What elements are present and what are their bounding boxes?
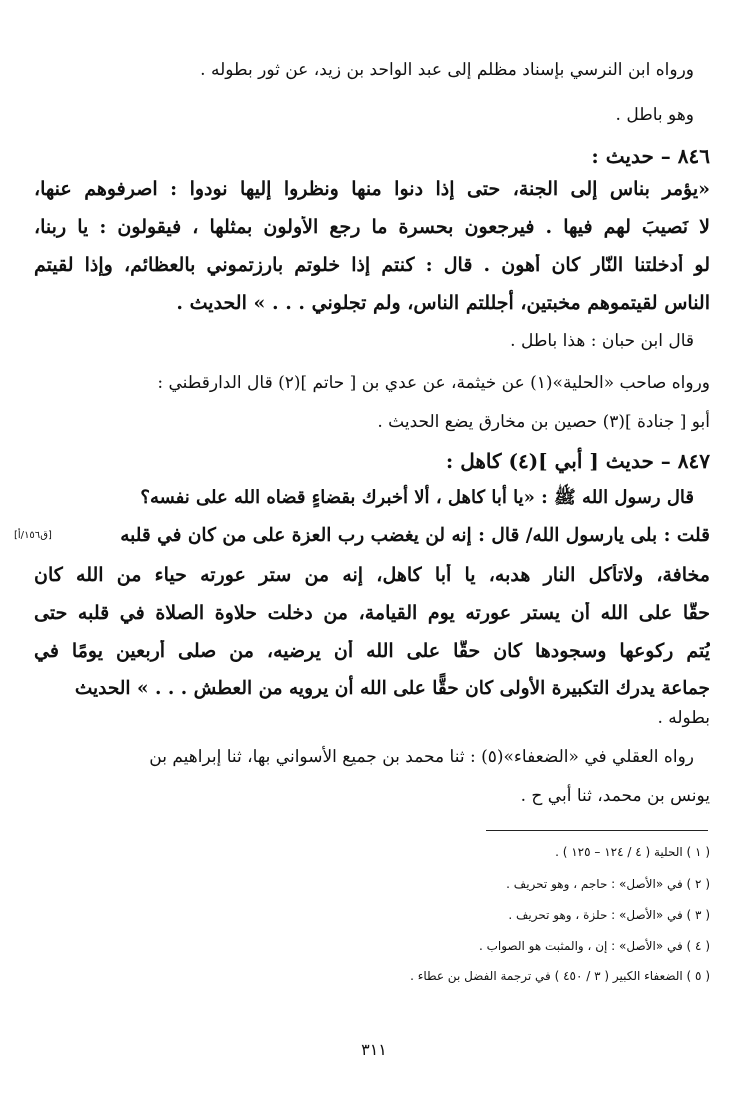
hadith-heading-846: ٨٤٦ – حديث : xyxy=(591,144,710,168)
footnote-2: ( ٢ ) في «الأصل» : حاجم ، وهو تحريف . xyxy=(506,877,710,891)
body-line: رواه العقلي في «الضعفاء»(٥) : ثنا محمد بن جميع الأسواني بها، ثنا إبراهيم بن xyxy=(149,747,694,767)
footnote-4: ( ٤ ) في «الأصل» : إن ، والمثبت هو الصواب . xyxy=(478,939,710,953)
hadith-text-line: يُتم ركوعها وسجودها كان حقًّا على الله أن يرضيه، من صلى أربعين يومًا في xyxy=(34,640,710,662)
body-line: أبو [ جنادة ](٣) حصين بن مخارق يضع الحديث . xyxy=(377,412,710,432)
hadith-text-line: الناس لقيتموهم مخبتين، أجللتم الناس، ولم تجلوني . . . » الحديث . xyxy=(176,292,710,314)
hadith-text-line: «يؤمر بناس إلى الجنة، حتى إذا دنوا منها ونظروا إليها نودوا : اصرفوهم عنها، xyxy=(34,178,710,200)
body-line: ورواه صاحب «الحلية»(١) عن خيثمة، عن عدي بن [ حاتم ](٢) قال الدارقطني : xyxy=(157,373,710,393)
body-line: قال ابن حبان : هذا باطل . xyxy=(510,331,694,351)
footnote-3: ( ٣ ) في «الأصل» : حلزة ، وهو تحريف . xyxy=(508,908,710,922)
manuscript-folio-reference: [ق١٥٦/أ] xyxy=(14,530,52,541)
hadith-heading-847: ٨٤٧ – حديث [ أبي ](٤) كاهل : xyxy=(445,449,710,473)
body-line: وهو باطل . xyxy=(615,105,694,125)
footnote-separator xyxy=(486,830,708,831)
footnote-5: ( ٥ ) الضعفاء الكبير ( ٣ / ٤٥٠ ) في ترجمة الفضل بن عطاء . xyxy=(410,969,710,983)
hadith-text-line: جماعة يدرك التكبيرة الأولى كان حقًّا على الله أن يرويه من العطش . . . » الحديث xyxy=(74,678,710,699)
page-number: ٣١١ xyxy=(361,1040,387,1059)
body-line: يونس بن محمد، ثنا أبي ح . xyxy=(520,786,710,806)
hadith-text-line: مخافة، ولاتأكل النار هدبه، يا أبا كاهل، إنه من ستر عورته حياء من الله كان xyxy=(34,564,710,586)
body-line: بطوله . xyxy=(657,708,710,728)
footnote-1: ( ١ ) الحلية ( ٤ / ١٢٤ – ١٢٥ ) . xyxy=(555,845,710,859)
hadith-text-line: قلت : بلى يارسول الله/ قال : إنه لن يغضب رب العزة على من كان في قلبه xyxy=(120,525,710,546)
hadith-text-line: لا نَصيبَ لهم فيها . فيرجعون بحسرة ما رجع الأولون بمثلها ، فيقولون : يا ربنا، xyxy=(34,216,710,238)
hadith-text-line: لو أدخلتنا النّار كان أهون . قال : كنتم إذا خلوتم بارزتموني بالعظائم، وإذا لقيتم xyxy=(34,254,710,276)
hadith-text-line: حقًّا على الله أن يستر عورته يوم القيامة، من دخلت حلاوة الصلاة في قلبه حتى xyxy=(34,602,710,624)
hadith-text-line: قال رسول الله ﷺ : «يا أبا كاهل ، ألا أخبرك بقضاءٍ قضاه الله على نفسه؟ xyxy=(140,487,694,508)
body-line: ورواه ابن النرسي بإسناد مظلم إلى عبد الواحد بن زيد، عن ثور بطوله . xyxy=(200,60,694,80)
